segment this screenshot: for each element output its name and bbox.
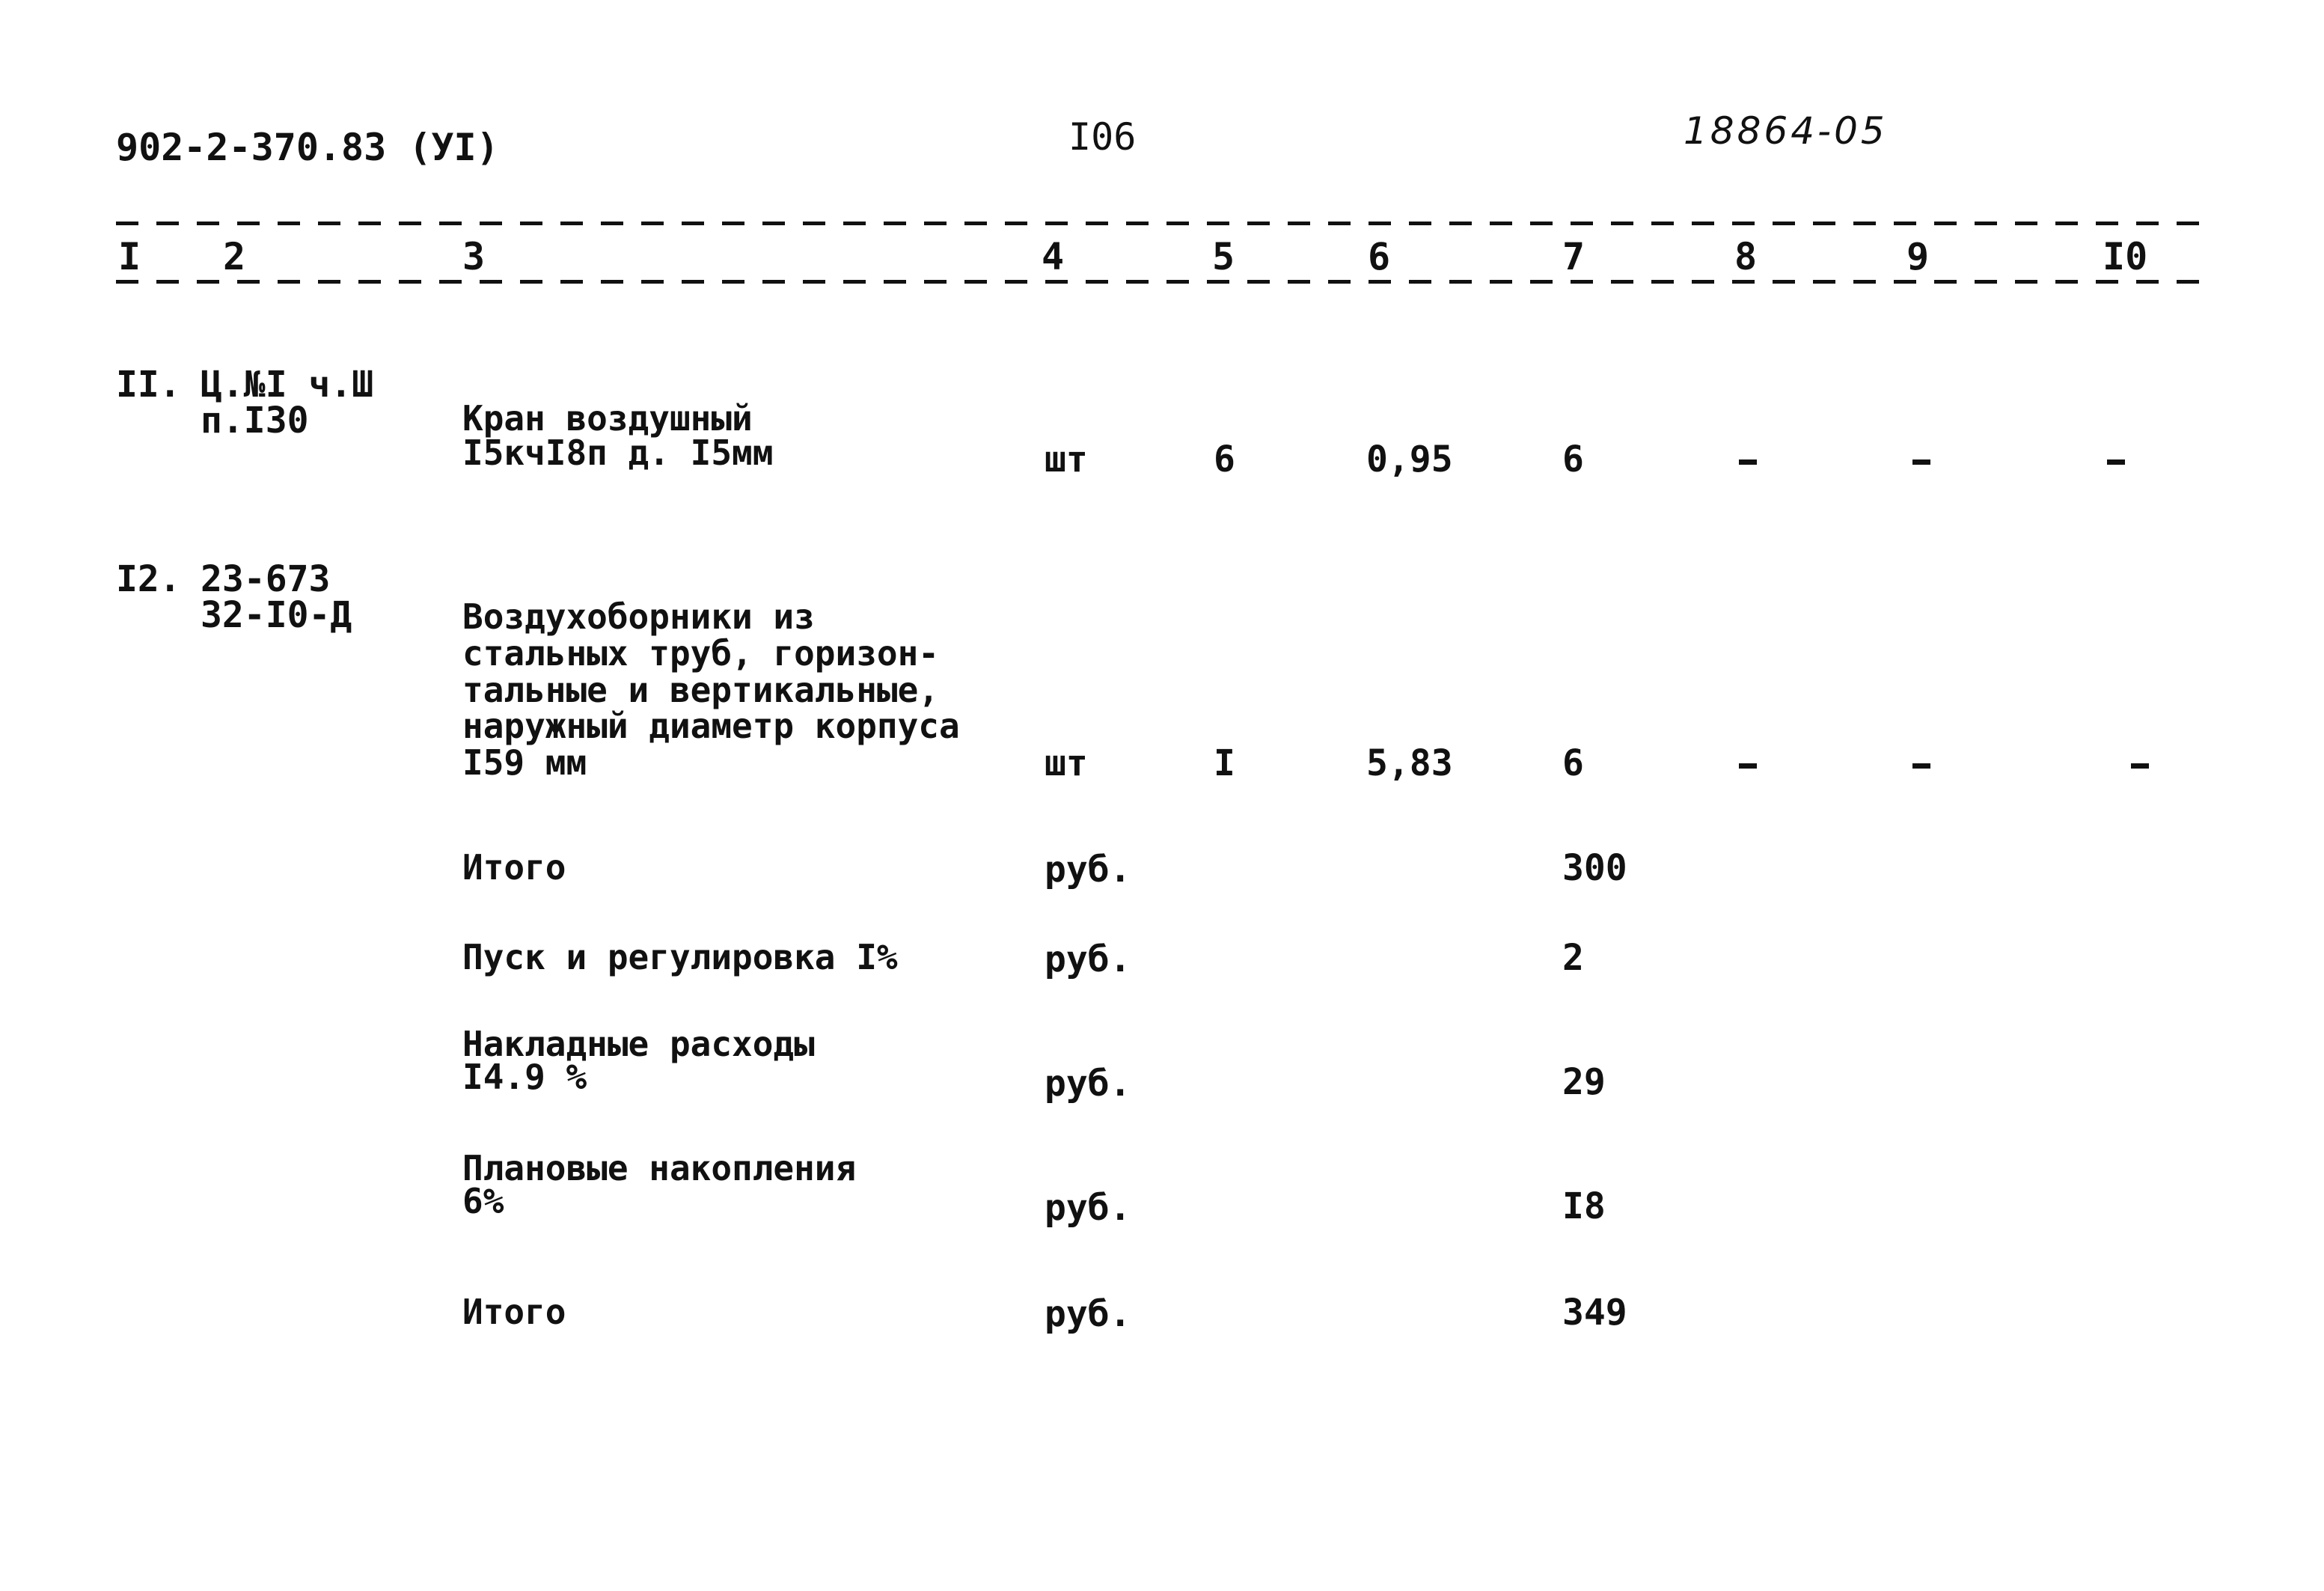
summary-label	[462, 937, 898, 977]
empty-cell-dash	[1739, 763, 1757, 769]
summary-total: 29	[1562, 1061, 1606, 1103]
row-unit: шт	[1045, 742, 1088, 784]
description-line: тальные и вертикальные,	[462, 669, 939, 710]
handwritten-number: 18864-05	[1684, 109, 1888, 153]
summary-total: I8	[1562, 1185, 1606, 1227]
column-number: 2	[223, 235, 246, 278]
row-description	[462, 398, 774, 473]
reference-line: Ц.№I ч.Ш	[201, 364, 374, 406]
summary-label	[462, 1024, 815, 1097]
column-number: 7	[1562, 235, 1585, 278]
description-line: Воздухоборники из	[462, 596, 815, 637]
column-number: I0	[2103, 235, 2148, 278]
description-line: наружный диаметр корпуса	[462, 706, 960, 747]
summary-label-line: 6%	[462, 1180, 504, 1221]
summary-unit: руб.	[1045, 849, 1131, 891]
row-total: 6	[1562, 742, 1584, 784]
summary-label-line: Пуск и регулировка I%	[462, 937, 898, 977]
row-description	[462, 596, 960, 783]
column-dashed-rule	[116, 280, 2211, 284]
column-number: 5	[1212, 235, 1235, 278]
summary-total: 2	[1562, 937, 1584, 979]
reference-line: п.I30	[201, 400, 309, 442]
page-number: I06	[1068, 115, 1137, 159]
summary-unit: руб.	[1045, 1293, 1131, 1335]
summary-total: 300	[1562, 847, 1627, 889]
summary-label-line: I4.9 %	[462, 1056, 587, 1097]
column-number: I	[118, 235, 141, 278]
column-number: 3	[462, 235, 486, 278]
row-total: 6	[1562, 439, 1584, 480]
row-number: I2.	[116, 558, 181, 600]
description-line: I5кчI8п д. I5мм	[462, 433, 774, 473]
row-reference	[201, 558, 352, 636]
reference-line: 32-I0-Д	[201, 594, 352, 636]
empty-cell-dash	[1912, 763, 1930, 769]
row-quantity: I	[1214, 742, 1235, 784]
summary-label-line: Итого	[462, 847, 566, 888]
summary-label-line: Итого	[462, 1292, 566, 1332]
row-reference	[201, 364, 374, 442]
summary-unit: руб.	[1045, 1187, 1131, 1229]
column-number: 9	[1906, 235, 1930, 278]
summary-unit: руб.	[1045, 938, 1131, 980]
row-price: 0,95	[1366, 439, 1453, 480]
summary-unit: руб.	[1045, 1063, 1131, 1105]
column-number: 6	[1368, 235, 1391, 278]
empty-cell-dash	[1912, 459, 1930, 465]
row-number: II.	[116, 364, 181, 406]
row-quantity: 6	[1214, 439, 1235, 480]
description-line: I59 мм	[462, 742, 587, 783]
summary-label	[462, 847, 566, 888]
summary-label-line: Накладные расходы	[462, 1024, 815, 1064]
row-unit: шт	[1045, 439, 1088, 480]
description-line: стальных труб, горизон-	[462, 632, 939, 674]
summary-label	[462, 1292, 566, 1332]
top-dashed-rule	[116, 222, 2211, 225]
empty-cell-dash	[2131, 763, 2149, 769]
summary-total: 349	[1562, 1292, 1627, 1334]
reference-line: 23-673	[201, 558, 331, 600]
row-price: 5,83	[1366, 742, 1453, 784]
description-line: Кран воздушный	[462, 398, 753, 439]
summary-label	[462, 1148, 857, 1221]
column-number: 8	[1734, 235, 1758, 278]
document-code: 902-2-370.83 (УI)	[116, 126, 499, 169]
empty-cell-dash	[2107, 459, 2125, 465]
summary-label-line: Плановые накопления	[462, 1148, 857, 1188]
column-number: 4	[1042, 235, 1065, 278]
empty-cell-dash	[1739, 459, 1757, 465]
